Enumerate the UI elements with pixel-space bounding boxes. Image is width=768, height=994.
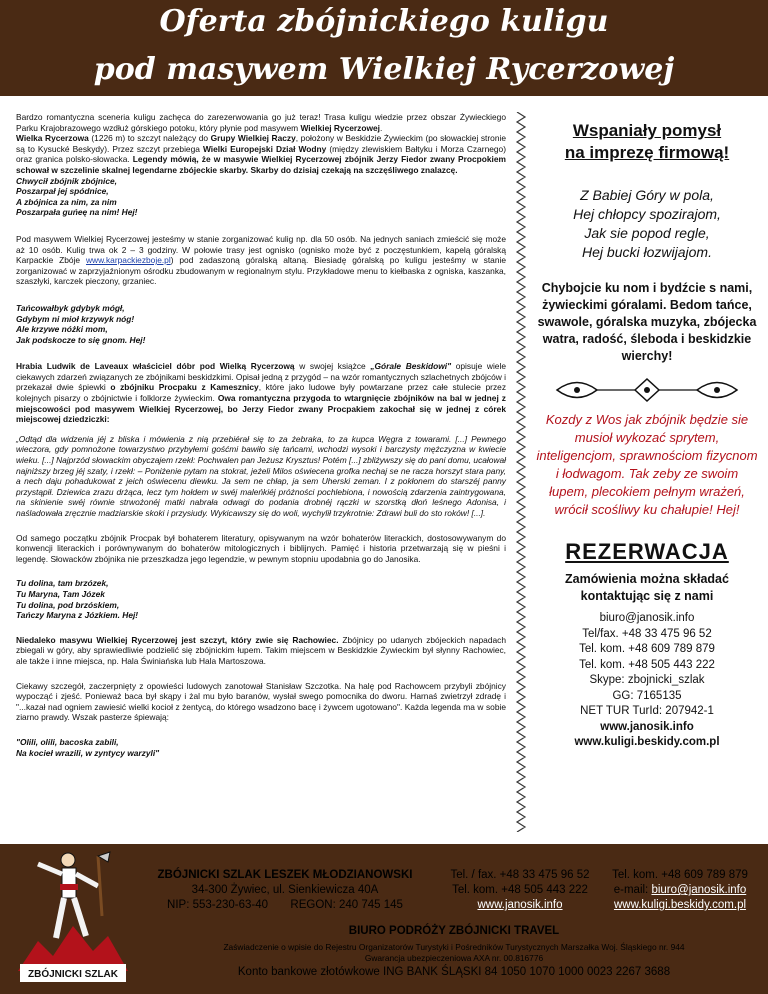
- footer-cert: Zaświadczenie o wpisie do Rejestru Organizatorów Turystyki i Pośredników Turystycznych Marszałka Woj. Śląskiego nr. 944 Gwarancja ubezpieczeniowa AXA nr. 00.816776: [223, 942, 685, 963]
- verse-2: Tańcowałbyk gdybyk mógł, Gdybym ni mioł krzywyk nóg! Ale krzywe nóżki mom, Jak podskocze to się gnom. Hej!: [16, 302, 146, 345]
- reservation-title: REZERWACJA: [565, 539, 729, 564]
- sidebar-headline: Wspaniały pomysł na imprezę firmową!: [564, 121, 730, 162]
- sidebar-invite-text: Chybojcie ku nom i bydźcie s nami, żywieckimi góralami. Bedom tańce, swawole, góralska muzyka, zbójecka watra, radość, śleboda i beskidzkie wierchy!: [537, 281, 757, 363]
- footer-company: ZBÓJNICKI SZLAK LESZEK MŁODZIANOWSKI 34-300 Żywiec, ul. Sienkiewicza 40A NIP: 553-230-63-40 REGON: 240 745 145: [157, 869, 413, 911]
- karpackiezboje-link[interactable]: www.karpackiezboje.pl: [85, 255, 171, 266]
- footer-bank: Konto bankowe złotówkowe ING BANK ŚLĄSKI 84 1050 1070 1000 0023 2267 3688: [237, 966, 671, 978]
- contact-email[interactable]: biuro@janosik.info: [599, 612, 695, 624]
- paragraph-3: Hrabia Ludwik de Laveaux właściciel dóbr pod Wielką Rycerzową w swojej książce „Górale Beskidowi" opisuje wiele ciekawych zdarzeń związanych ze zbójnikami beskidzkimi. Opisał jedną z przygód – na wzór romantycznych szlachetnych zbójców i przekazał dwie śpiewki o zbójniku Procpaku z Kamesznicy, które jako ludowe były powtarzane przez całe stulecie przez kolejnych pisarzy o zbójnictwie i folklorze żywieckim. Owa romantyczna przygoda to wtargnięcie zbójników na bal w jednej z miejscowości pod masywem Wielkiej Rycerzowej, bo Jerzy Fiedor zwany Procpakiem zakochał się w jednej z córek miejscowej dziedziczki:: [16, 361, 507, 425]
- zbojnicki-logo: [18, 846, 128, 986]
- verse-3: Tu dolina, tam brzózek, Tu Maryna, Tam Józek Tu dolina, pod brzóskiem, Tańczy Maryna z Józkiem. Hej!: [16, 578, 139, 621]
- footer-office: BIURO PODRÓŻY ZBÓJNICKI TRAVEL: [348, 925, 560, 937]
- quote: „Odtąd dla widzenia jéj z bliska i mówienia z nią przebiérał się to za żebraka, to za kupca Węgra z towarami. [...] Pewnego wieczora, gdy pomnożone towarzystwo przybyłemi gośćmi bawiło się tańcami, wchodzi wysoki i barczysty mężczyzna w kwiecie wieku. [...] Najprzód słowackim obyczajem rzekł: Pochwalen pan Jeżusz Krysztus! Potém [...] zbliżywszy się do pani domu, ucałował najniższy brzeg jéj szaty, i rzekł: – Poniżenie pytam na stokrat, jeżeli Milos oświecena grofka nechaj se ne racza horszyt stara pany, a nech daju pohadukowat z jeich oświecenu diewku. Ja sem ne chłap, ja sem Uherski zeman. I z pokłonem do starszéj panny przystąpił. Dziewica zrazu drżąca, lecz tym hołdem w swéj maleńkiéj próżności pochlebiona, i nowością zdarzenia zaintrygowana, na skinienie swéj równie strwożonéj matki nabrała odwagi do podania drobnéj rączki w szorstką dłoń leśnego Adonisa, i naśladowała zręcznie madziarskie skoki i przysiudy. Wykicawszy się do woli, wychylił trzykrotnie: Zdrawi buli do sto roków! [...].: [16, 433, 506, 518]
- title-line-2: pod masywem Wielkiej Rycerzowej: [93, 52, 675, 87]
- reservation-subtitle: Zamówienia można składać kontaktując się z nami: [565, 572, 729, 603]
- footer-web2-link[interactable]: www.kuligi.beskidy.com.pl: [613, 899, 747, 911]
- header: [0, 0, 768, 96]
- title-line-1: Oferta zbójnickiego kuligu: [159, 4, 609, 39]
- paragraph-4: Od samego początku zbójnik Procpak był bohaterem literatury, opisywanym na wzór bohaterów literackich, dostosowywanym do konwencji literackich i porównywanym do bohaterów mitologicznych i biblijnych. Pamięć i historia przetwarzają się w pieśni i legendę. Słowacków zbójnika nie przeszkadza jego legendzie, w pewnym stopniu upodabnia go do Janosika.: [16, 532, 506, 564]
- sidebar: [536, 112, 758, 751]
- contact-list: biuro@janosik.info Tel/fax. +48 33 475 96 52 Tel. kom. +48 609 789 879 Tel. kom. +48 505 443 222 Skype: zbojnicki_szlak GG: 7165135 NET TUR TurId: 207942-1 www.janosik.info www.kuligi.beskidy.com.pl: [574, 612, 720, 748]
- verse-4: "Olili, olili, bacoska zabili, Na kocieł wrazili, w zyntycy warzyli": [16, 736, 160, 758]
- footer-email-link[interactable]: biuro@janosik.info: [651, 884, 747, 896]
- sidebar-red-text: Kozdy z Wos jak zbójnik będzie sie musioł wykozać sprytem, inteligencjom, sprawnościom fizycnom i łodwagom. Tak zeby ze swoim łupem, plecokiem pełnym wrażeń, wrócił scośliwy ku chałupie! Hej!: [536, 412, 758, 517]
- paragraph-6: Ciekawy szczegół, zaczerpnięty z opowieści ludowych zanotował Stanisław Szczotka. Na halę pod Rachowcem przybyli zbójnicy wypocząć i zjeść. Ponieważ baca był skąpy i żal mu było baranów, wysłał swego pomocnika do dworu. Harnaś zwietrzył zdradę i "...kazał nad ogniem zawiesić wielki kocioł z żentycą, do którego wsadzono bacę i żywcem ugotowano". Każda legenda ma w sobie ziarno prawdy. Wszak pasterze śpiewają:: [16, 680, 506, 723]
- paragraph-2: Pod masywem Wielkiej Rycerzowej jesteśmy w stanie zorganizować kulig np. dla 50 osób. Na jednych saniach zmieścić się może aż 10 osób. Kulig trwa ok 2 – 3 godziny. W połowie trasy jest ognisko (ognisko może być z poczęstunkiem, kapelą góralską Karpackie Zbóje www.karpackiezboje.pl) pod zadaszoną góralską altaną. Biesiadę góralską po kuligu jesteśmy w stanie zorganizować w zaprzyjaźnionym ośrodku zbudowanym w regionalnym stylu. Przykładowe menu to kiełbaska z ogniska, kaszanka, szaszłyki, karczek pieczony, grzaniec.: [16, 233, 506, 287]
- paragraph-5: Niedaleko masywu Wielkiej Rycerzowej jest szczyt, który zwie się Rachowiec. Zbójnicy po udanych zbójeckich napadach zbiegali w góry, aby sprawiedliwie podzielić się zbójnickim łupem. Takim miejscem w Beskidzkie Żywieckim był słynny Rachowiec, ale także i inne miejsca, np. Hala Świniańska lub Hala Martoszowa.: [16, 634, 506, 666]
- footer-web-link[interactable]: www.janosik.info: [477, 899, 563, 911]
- svg-text:ZBÓJNICKI SZLAK: ZBÓJNICKI SZLAK: [28, 969, 118, 980]
- sidebar-poem: Z Babiej Góry w pola, Hej chłopcy spozirajom, Jak sie popod regle, Hej bucki łozwijajom.: [573, 187, 721, 260]
- web-link-janosik[interactable]: www.janosik.info: [600, 720, 694, 733]
- paragraph-1: Bardzo romantyczna sceneria kuligu zachęca do zarezerwowania go już teraz! Trasa kuligu wiedzie przez obszar Żywieckiego Parku Krajobrazowego wzdłuż górskiego potoku, który płynie pod masywem Wielkiej Rycerzowej. Wielka Rycerzowa (1226 m) to szczyt należący do Grupy Wielkiej Raczy, położony w Beskidzie Żywieckim (po słowackiej stronie są to Kysucké Beskydy). Przez szczyt przebiega Wielki Europejski Dział Wodny (między zlewiskiem Bałtyku i Morza Czarnego) oraz granica polsko-słowacka. Legendy mówią, że w masywie Wielkiej Rycerzowej zbójnik Jerzy Fiedor zwany Procpokiem schował w szczelinie skalnej legendarne zbójeckie skarby. Skarby do dzisiaj czekają na szczęśliwego znalazcę. Chwycił zbójnik zbójnice, Poszarpał jej spódnice, A zbójnica za nim, za nim Poszarpała guńeę na nim! Hej!: [16, 112, 507, 218]
- footer-contacts: Tel. kom. +48 609 789 879 e-mail: biuro@janosik.info www.kuligi.beskidy.com.pl: [612, 869, 748, 911]
- main-column: [16, 112, 506, 767]
- footer-phones: Tel. / fax. +48 33 475 96 52 Tel. kom. +48 505 443 222 www.janosik.info: [450, 869, 590, 911]
- ornament-icon: [547, 375, 747, 405]
- web-link-kuligi[interactable]: www.kuligi.beskidy.com.pl: [574, 736, 720, 748]
- zigzag-divider: [514, 112, 528, 832]
